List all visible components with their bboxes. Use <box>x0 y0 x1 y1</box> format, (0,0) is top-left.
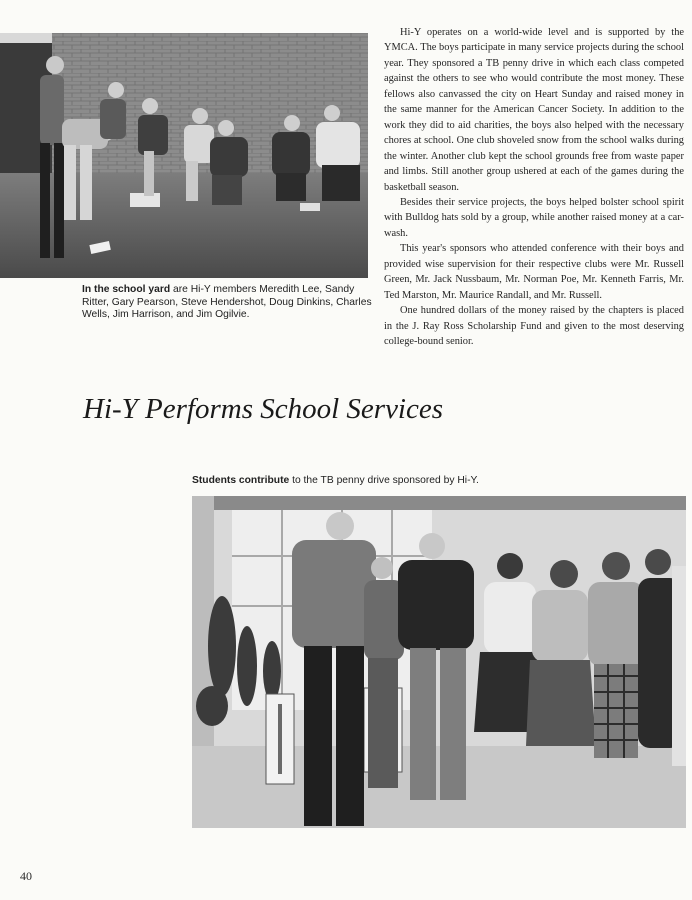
penny-drive-caption-lead: Students contribute <box>192 475 290 486</box>
penny-drive-photo <box>192 496 686 828</box>
penny-drive-caption-text: to the TB penny drive sponsored by Hi-Y. <box>289 475 479 486</box>
penny-drive-caption <box>192 474 672 487</box>
article-paragraph: One hundred dollars of the money raised by the chapters is placed in the J. Ray Ross Scholarship Fund and given to the most deserving college-bound senior. <box>384 305 684 348</box>
schoolyard-photo <box>0 33 368 278</box>
article-paragraph: Hi-Y operates on a world-wide level and is supported by the YMCA. The boys participate in many service projects during the school year. They sponsored a TB penny drive in which each class competed against the others to see who would contribute the most money. These fellows also canvassed the city on Heart Sunday and raised money in the same manner for the American Cancer Society. In addition to the work they did to aid charities, the boys also helped with the necessary chores at school. One club shoveled snow from the school walks during the winter. Another club kept the school grounds free from waste paper and limbs. Still another group ushered at each of the games during the basketball season. <box>384 27 684 193</box>
article-body <box>384 25 684 350</box>
schoolyard-caption-text: are Hi-Y members Meredith Lee, Sandy Ritter, Gary Pearson, Steve Hendershot, Doug Dinkins, Charles Wells, Jim Harrison, and Jim Ogilvie. <box>82 284 372 321</box>
schoolyard-caption-lead: In the school yard <box>82 284 171 295</box>
page-number: 40 <box>20 869 32 883</box>
page-headline: Hi-Y Performs School Services <box>83 393 444 425</box>
article-paragraph: This year's sponsors who attended conference with their boys and provided wise supervision for their respective clubs were Mr. Russell Green, Mr. Jack Nussbaum, Mr. Norman Poe, Mr. Kenneth Farris, Mr. Ted Marston, Mr. Maurice Randall, and Mr. Russell. <box>384 243 684 301</box>
schoolyard-caption <box>82 284 372 322</box>
article-paragraph: Besides their service projects, the boys helped bolster school spirit with Bulldog hats sold by a group, while another raised money at a car-wash. <box>384 196 684 239</box>
